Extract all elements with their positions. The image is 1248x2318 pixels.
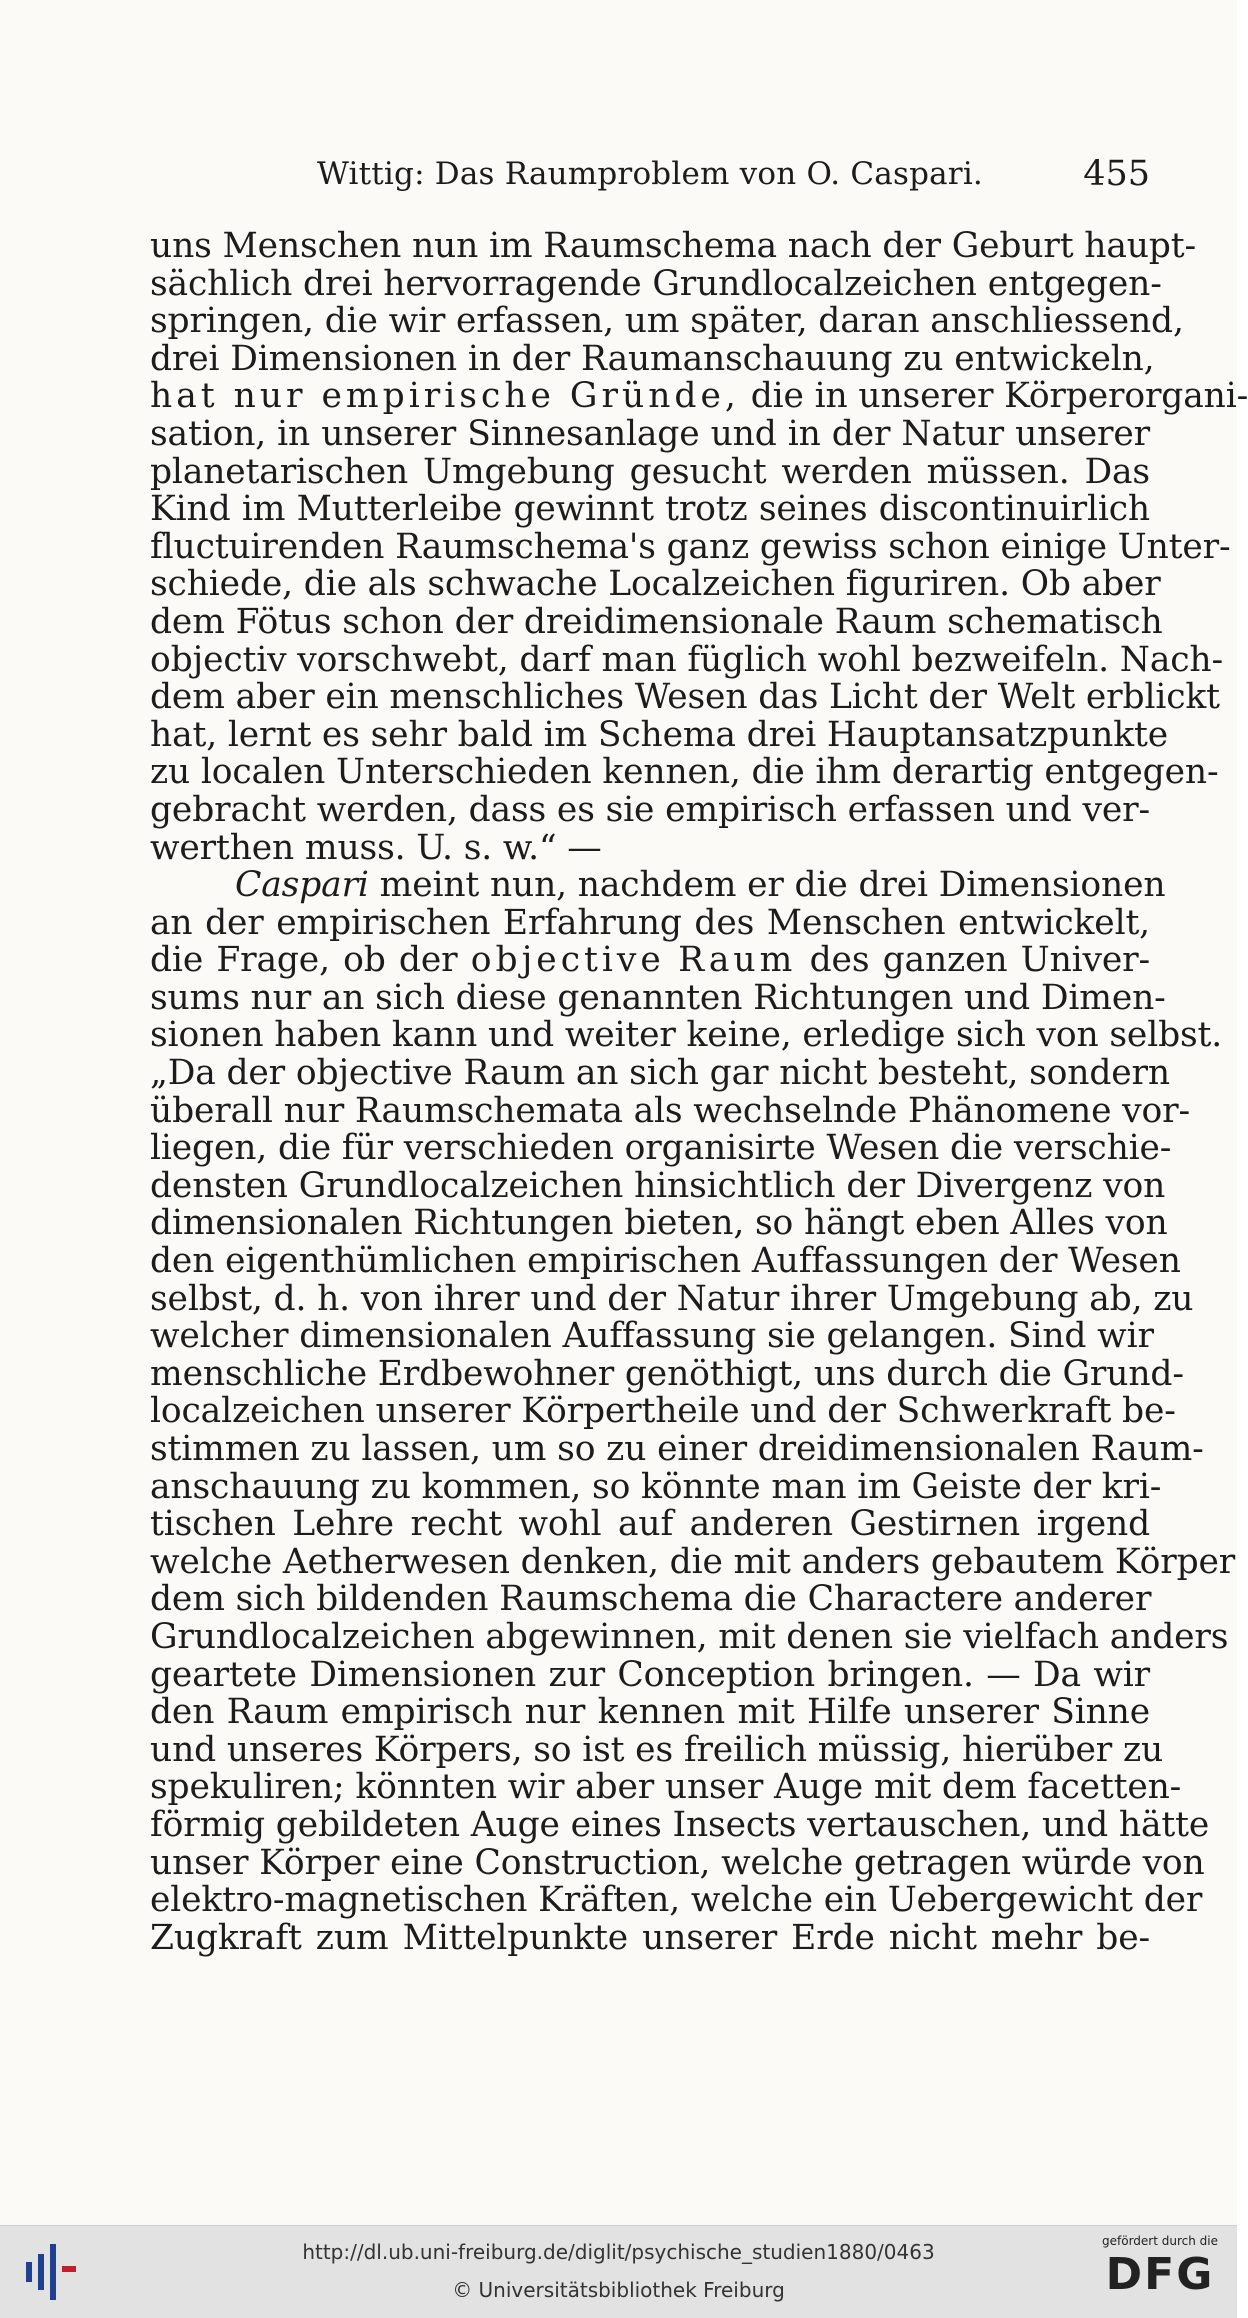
spaced-emphasis: Raum (678, 940, 797, 981)
page-number: 455 (1083, 154, 1150, 194)
text-line: tischen Lehre recht wohl auf anderen Gestirnen irgend (150, 1504, 1150, 1545)
footer-bar (0, 2225, 1237, 2318)
text-line: überall nur Raumschemata als wechselnde Phänomene vor- (150, 1090, 1190, 1131)
text-line: Zugkraft zum Mittelpunkte unserer Erde nicht mehr be- (150, 1917, 1150, 1958)
text-line: sächlich drei hervorragende Grundlocalzeichen entgegen- (150, 263, 1162, 304)
text-line: stimmen zu lassen, um so zu einer dreidimensionalen Raum- (150, 1429, 1204, 1469)
copyright-notice: © Universitätsbibliothek Freiburg (452, 2278, 785, 2302)
text-line: welche Aetherwesen denken, die mit anders gebautem Körper (150, 1541, 1236, 1582)
permalink[interactable]: http://dl.ub.uni-freiburg.de/diglit/psychische_studien1880/0463 (302, 2240, 935, 2264)
text-line (150, 865, 1166, 906)
text-line: elektro-magnetischen Kräften, welche ein Uebergewicht der (150, 1880, 1203, 1921)
text-line: dimensionalen Richtungen bieten, so hängt eben Alles von (150, 1203, 1168, 1244)
text-line: geartete Dimensionen zur Conception bringen. — Da wir (150, 1654, 1150, 1695)
text-line: selbst, d. h. von ihrer und der Natur ihrer Umgebung ab, zu (150, 1278, 1194, 1319)
running-title: Wittig: Das Raumproblem von O. Caspari. (316, 156, 983, 192)
text-line: gebracht werden, dass es sie empirisch erfassen und ver- (150, 789, 1150, 830)
text-line: menschliche Erdbewohner genöthigt, uns durch die Grund- (150, 1353, 1184, 1394)
body-text (150, 226, 1248, 1958)
text-line (150, 942, 1150, 980)
spaced-emphasis: hat nur empirische Gründe, (150, 376, 740, 417)
text-line: sation, in unserer Sinnesanlage und in der Natur unserer (150, 413, 1150, 454)
text-line: dem aber ein menschliches Wesen das Licht der Welt erblickt (150, 677, 1220, 718)
text-line (150, 376, 1248, 417)
text-line: anschauung zu kommen, so könnte man im Geiste der kri- (150, 1466, 1162, 1507)
text-line: uns Menschen nun im Raumschema nach der Geburt haupt- (150, 226, 1196, 266)
text-segment: die Frage, ob der (150, 940, 458, 981)
dfg-caption: gefördert durch die (1102, 2234, 1218, 2248)
text-line: springen, die wir erfassen, um später, daran anschliessend, (150, 301, 1184, 342)
text-line: schiede, die als schwache Localzeichen figuriren. Ob aber (150, 564, 1161, 605)
text-line: spekuliren; könnten wir aber unser Auge mit dem facetten- (150, 1767, 1182, 1808)
text-line: drei Dimensionen in der Raumanschauung zu entwickeln, (150, 338, 1155, 379)
text-line: densten Grundlocalzeichen hinsichtlich der Divergenz von (150, 1165, 1166, 1206)
text-line: zu localen Unterschieden kennen, die ihm derartig entgegen- (150, 752, 1219, 793)
text-line: sums nur an sich diese genannten Richtungen und Dimen- (150, 977, 1166, 1018)
text-segment: die in unserer Körperorgani- (750, 376, 1248, 417)
text-line: planetarischen Umgebung gesucht werden müssen. Das (150, 451, 1150, 492)
italic-name: Caspari (235, 865, 369, 906)
text-line: sionen haben kann und weiter keine, erledige sich von selbst. (150, 1015, 1223, 1056)
text-line: unser Körper eine Construction, welche getragen würde von (150, 1842, 1205, 1883)
text-line: werthen muss. U. s. w.“ — (150, 827, 602, 868)
text-segment: des ganzen Univer- (809, 940, 1150, 981)
text-line: den Raum empirisch nur kennen mit Hilfe unserer Sinne (150, 1692, 1150, 1733)
text-line: dem sich bildenden Raumschema die Charactere anderer (150, 1579, 1152, 1620)
text-line: dem Fötus schon der dreidimensionale Raum schematisch (150, 601, 1163, 642)
text-line: liegen, die für verschieden organisirte Wesen die verschie- (150, 1128, 1172, 1169)
text-line: localzeichen unserer Körpertheile und der Schwerkraft be- (150, 1391, 1176, 1432)
text-line: Kind im Mutterleibe gewinnt trotz seines discontinuirlich (150, 489, 1150, 530)
text-segment: meint nun, nachdem er die drei Dimensionen (379, 865, 1166, 906)
dfg-wordmark: DFG (1105, 2249, 1215, 2300)
text-line: und unseres Körpers, so ist es freilich müssig, hierüber zu (150, 1729, 1164, 1770)
text-line: hat, lernt es sehr bald im Schema drei Hauptansatzpunkte (150, 714, 1168, 755)
text-line: „Da der objective Raum an sich gar nicht besteht, sondern (150, 1053, 1170, 1094)
text-line: fluctuirenden Raumschema's ganz gewiss schon einige Unter- (150, 526, 1231, 567)
page-header (150, 150, 1150, 200)
text-line: förmig gebildeten Auge eines Insects vertauschen, und hätte (150, 1804, 1210, 1845)
spaced-emphasis: objective (470, 940, 665, 981)
dfg-logo (1095, 2234, 1225, 2312)
text-line: an der empirischen Erfahrung des Menschen entwickelt, (150, 902, 1150, 943)
text-line: den eigenthümlichen empirischen Auffassungen der Wesen (150, 1241, 1181, 1282)
text-line: welcher dimensionalen Auffassung sie gelangen. Sind wir (150, 1316, 1154, 1357)
text-line: Grundlocalzeichen abgewinnen, mit denen sie vielfach anders (150, 1616, 1229, 1657)
text-line: objectiv vorschwebt, darf man füglich wohl bezweifeln. Nach- (150, 639, 1223, 680)
